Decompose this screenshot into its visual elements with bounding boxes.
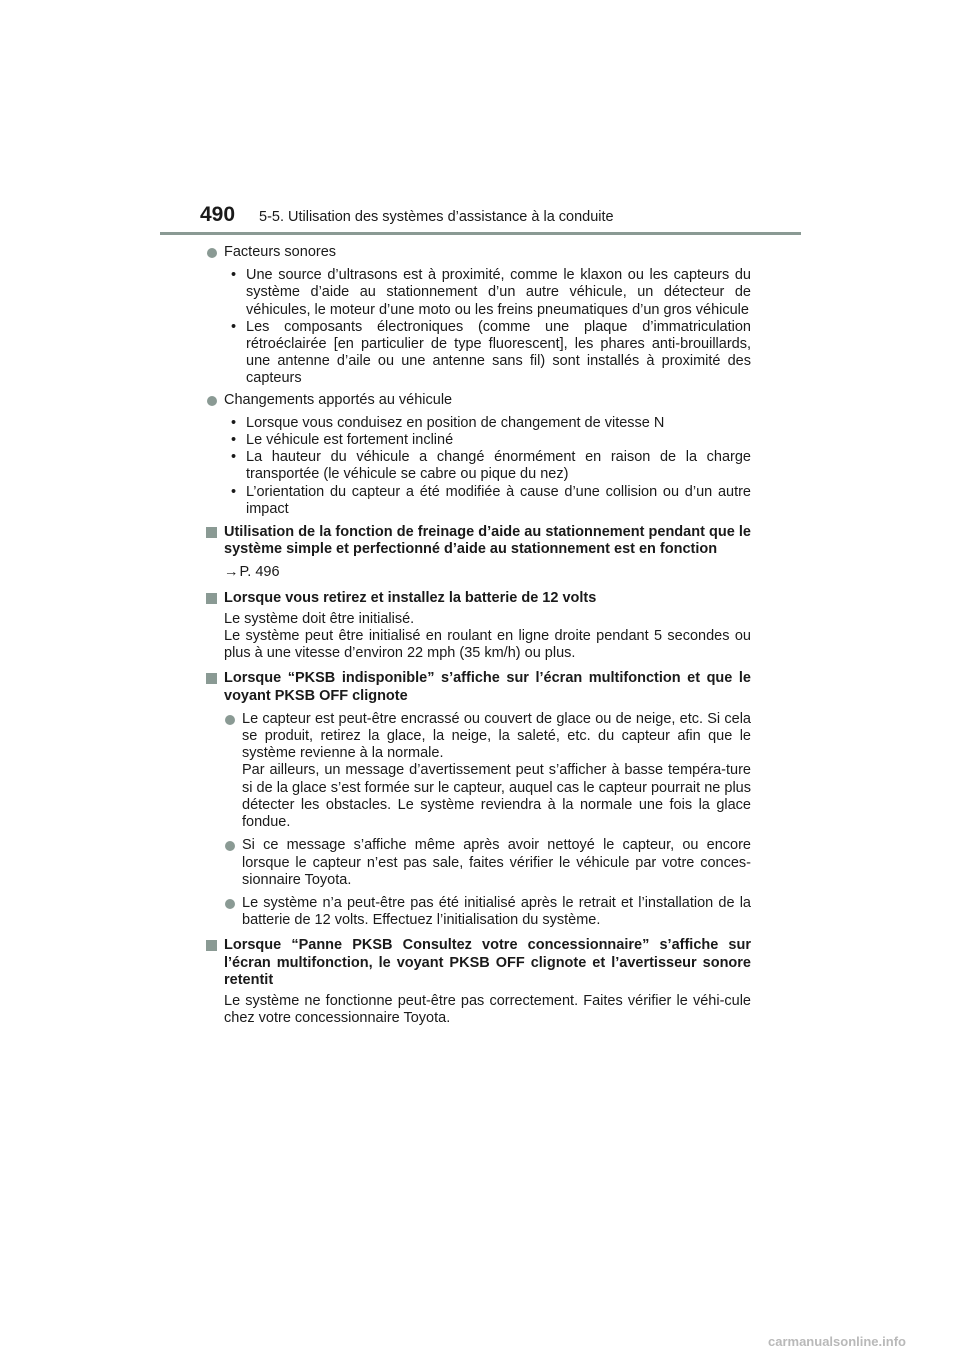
arrow-right-icon: →	[224, 564, 239, 581]
watermark: carmanualsonline.info	[768, 1334, 906, 1349]
list-item: • L’orientation du capteur a été modifiée à cause d’une collision ou d’un autre impact	[225, 484, 751, 518]
list-item: • La hauteur du véhicule a changé énormément en raison de la charge transportée (le véhicule se cabre ou pique du nez)	[225, 449, 751, 483]
page-content	[206, 240, 751, 1027]
battery-text-1: Le système doit être initialisé.	[224, 610, 415, 627]
list-item-text: Par ailleurs, un message d’avertissement peut s’afficher à basse tempéra-ture si de la glace s’est formée sur le capteur, auquel cas le capteur pourrait ne plus détecter les obstacles. Le système reviendra à la normale une fois la glace fondue.	[242, 762, 751, 831]
page-header	[0, 0, 960, 240]
list-item: Le système n’a peut-être pas été initialisé après le retrait et l’installation de la batterie de 12 volts. Effectuez l’initialisation du système.	[224, 895, 751, 929]
heading-pksb-malfunction: Lorsque “Panne PKSB Consultez votre concessionnaire” s’affiche sur l’écran multifonction, le voyant PKSB OFF clignote et l’avertisseur sonore retentit	[206, 937, 751, 989]
list-item	[224, 711, 751, 831]
bullet-vehicle-changes: Changements apportés au véhicule	[206, 392, 751, 409]
list-item: • Les composants électroniques (comme une plaque d’immatriculation rétroéclairée [en particulier de type fluorescent], les phares anti-brouillards, une antenne d’aile ou une antenne sans fil) sont installés à proximité des capteurs	[225, 319, 751, 388]
heading-pksb-unavailable: Lorsque “PKSB indisponible” s’affiche sur l’écran multifonction et que le voyant PKSB OFF clignote	[206, 670, 751, 704]
sound-factors-list	[225, 267, 751, 387]
header-rule	[160, 232, 801, 235]
vehicle-changes-list	[225, 415, 751, 518]
battery-text-2: Le système peut être initialisé en roulant en ligne droite pendant 5 secondes ou plus à une vitesse d’environ 22 mph (35 km/h) ou plus.	[224, 628, 751, 662]
list-item: • Lorsque vous conduisez en position de changement de vitesse N	[225, 415, 751, 432]
list-item: Si ce message s’affiche même après avoir nettoyé le capteur, ou encore lorsque le capteur n’est pas sale, faites vérifier le véhicule par votre conces-sionnaire Toyota.	[224, 837, 751, 889]
heading-braking-function: Utilisation de la fonction de freinage d’aide au stationnement pendant que le système simple et perfectionné d’aide au stationnement est en fonction	[206, 524, 751, 558]
malfunction-text: Le système ne fonctionne peut-être pas correctement. Faites vérifier le véhi-cule chez votre concessionnaire Toyota.	[224, 992, 751, 1027]
heading-battery: Lorsque vous retirez et installez la batterie de 12 volts	[206, 590, 751, 607]
list-item-text: Le capteur est peut-être encrassé ou couvert de glace ou de neige, etc. Si cela se produit, retirez la glace, la neige, la saleté, etc. du capteur afin que le système revienne à la normale.	[242, 710, 751, 762]
page-reference-link[interactable]: P. 496	[239, 564, 280, 581]
section-title: 5-5. Utilisation des systèmes d’assistance à la conduite	[259, 209, 614, 225]
page-number: 490	[200, 203, 236, 226]
list-item: • Une source d’ultrasons est à proximité, comme le klaxon ou les capteurs du système d’aide au stationnement d’un autre véhicule, un détecteur de véhicules, le moteur d’une moto ou les freins pneumatiques d’un gros véhicule	[225, 267, 751, 319]
pksb-unavailable-list	[224, 711, 751, 929]
bullet-sound-factors: Facteurs sonores	[206, 244, 751, 261]
page-reference	[206, 564, 751, 581]
list-item: • Le véhicule est fortement incliné	[225, 432, 751, 449]
